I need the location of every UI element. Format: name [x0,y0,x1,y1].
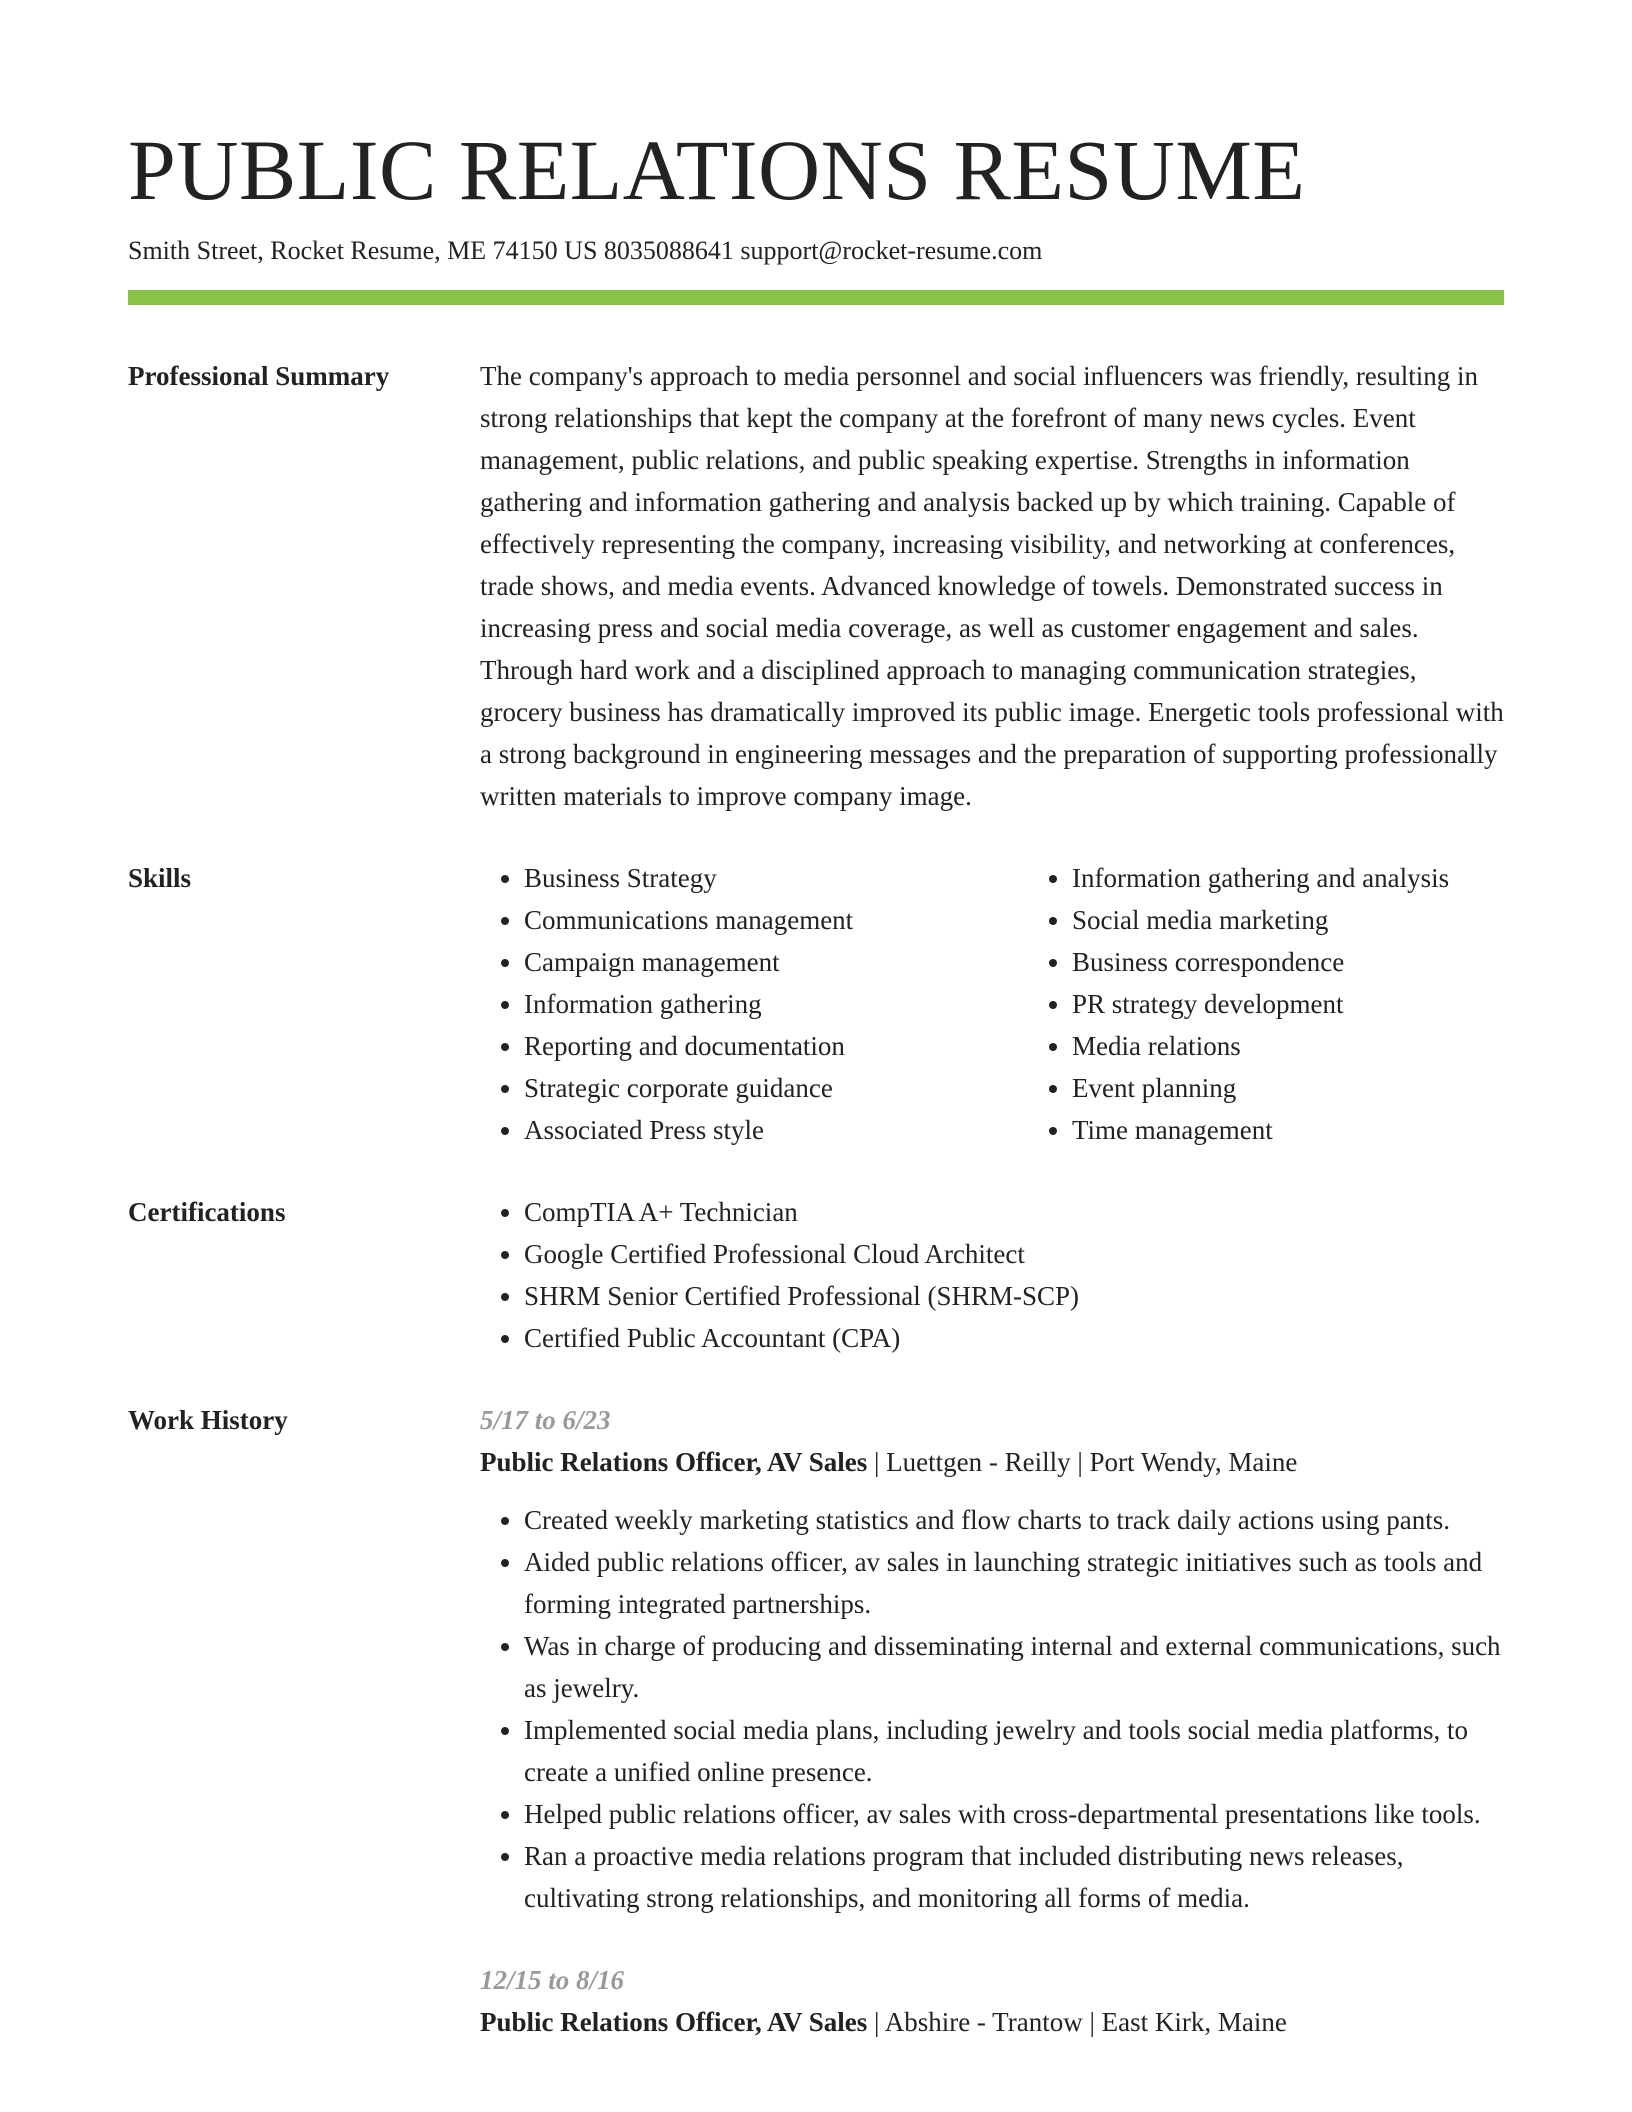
job-title-line [480,1441,1504,1483]
job-bullet: • Ran a proactive media relations program that included distributing news releases, cultivating strong relationships, and monitoring all forms of media. [524,1835,1504,1919]
header-divider [128,290,1504,305]
skill-item: • Information gathering [524,983,1028,1025]
professional-summary-section [128,355,1504,817]
certification-item: • SHRM Senior Certified Professional (SHRM-SCP) [524,1275,1504,1317]
job-bullet: • Created weekly marketing statistics and flow charts to track daily actions using pants. [524,1499,1504,1541]
certifications-section [128,1191,1504,1359]
work-history-section [128,1399,1504,2083]
skills-section [128,857,1504,1151]
job-title-line [480,2001,1504,2043]
section-label: Professional Summary [128,361,390,391]
skill-item: • PR strategy development [1072,983,1576,1025]
job-dates: 5/17 to 6/23 [480,1405,611,1435]
certifications-list [480,1191,1504,1359]
summary-text: The company's approach to media personnel and social influencers was friendly, resulting in strong relationships that kept the company at the forefront of many news cycles. Event management, public relations, and public speaking expertise. Strengths in information gathering and information gathering and analysis backed up by which training. Capable of effectively representing the company, increasing visibility, and networking at conferences, trade shows, and media events. Advanced knowledge of towels. Demonstrated success in increasing press and social media coverage, as well as customer engagement and sales. Through hard work and a disciplined approach to managing communication strategies, grocery business has dramatically improved its public image. Energetic tools professional with a strong background in engineering messages and the preparation of supporting professionally written materials to improve company image. [480,361,1504,811]
skill-item: • Associated Press style [524,1109,1028,1151]
skill-item: • Business correspondence [1072,941,1576,983]
job-dates: 12/15 to 8/16 [480,1965,625,1995]
skill-item: • Information gathering and analysis [1072,857,1576,899]
skill-item: • Business Strategy [524,857,1028,899]
job-employer-location: | Luettgen - Reilly | Port Wendy, Maine [867,1447,1298,1477]
skills-list-right [1028,857,1576,1151]
job-bullet: • Aided public relations officer, av sales in launching strategic initiatives such as tools and forming integrated partnerships. [524,1541,1504,1625]
section-label: Certifications [128,1197,286,1227]
contact-line: Smith Street, Rocket Resume, ME 74150 US 8035088641 support@rocket-resume.com [128,236,1043,265]
skill-item: • Communications management [524,899,1028,941]
skill-item: • Strategic corporate guidance [524,1067,1028,1109]
certification-item: • Certified Public Accountant (CPA) [524,1317,1504,1359]
skill-item: • Reporting and documentation [524,1025,1028,1067]
skill-item: • Media relations [1072,1025,1576,1067]
resume-page [128,120,1504,2083]
certification-item: • CompTIA A+ Technician [524,1191,1504,1233]
job-employer-location: | Abshire - Trantow | East Kirk, Maine [867,2007,1287,2037]
skill-item: • Social media marketing [1072,899,1576,941]
section-label: Skills [128,863,192,893]
skill-item: • Time management [1072,1109,1576,1151]
resume-title: PUBLIC RELATIONS RESUME [128,122,1306,218]
job-bullet: • Helped public relations officer, av sales with cross-departmental presentations like tools. [524,1793,1504,1835]
section-label: Work History [128,1405,288,1435]
job-title: Public Relations Officer, AV Sales [480,2007,868,2037]
certification-item: • Google Certified Professional Cloud Architect [524,1233,1504,1275]
skill-item: • Campaign management [524,941,1028,983]
job-bullets [480,1499,1504,1919]
job-entry [480,1959,1504,2043]
job-bullet: • Was in charge of producing and disseminating internal and external communications, such as jewelry. [524,1625,1504,1709]
skills-list-left [480,857,1028,1151]
job-entry [480,1399,1504,1919]
job-bullet: • Implemented social media plans, including jewelry and tools social media platforms, to create a unified online presence. [524,1709,1504,1793]
job-title: Public Relations Officer, AV Sales [480,1447,868,1477]
skill-item: • Event planning [1072,1067,1576,1109]
